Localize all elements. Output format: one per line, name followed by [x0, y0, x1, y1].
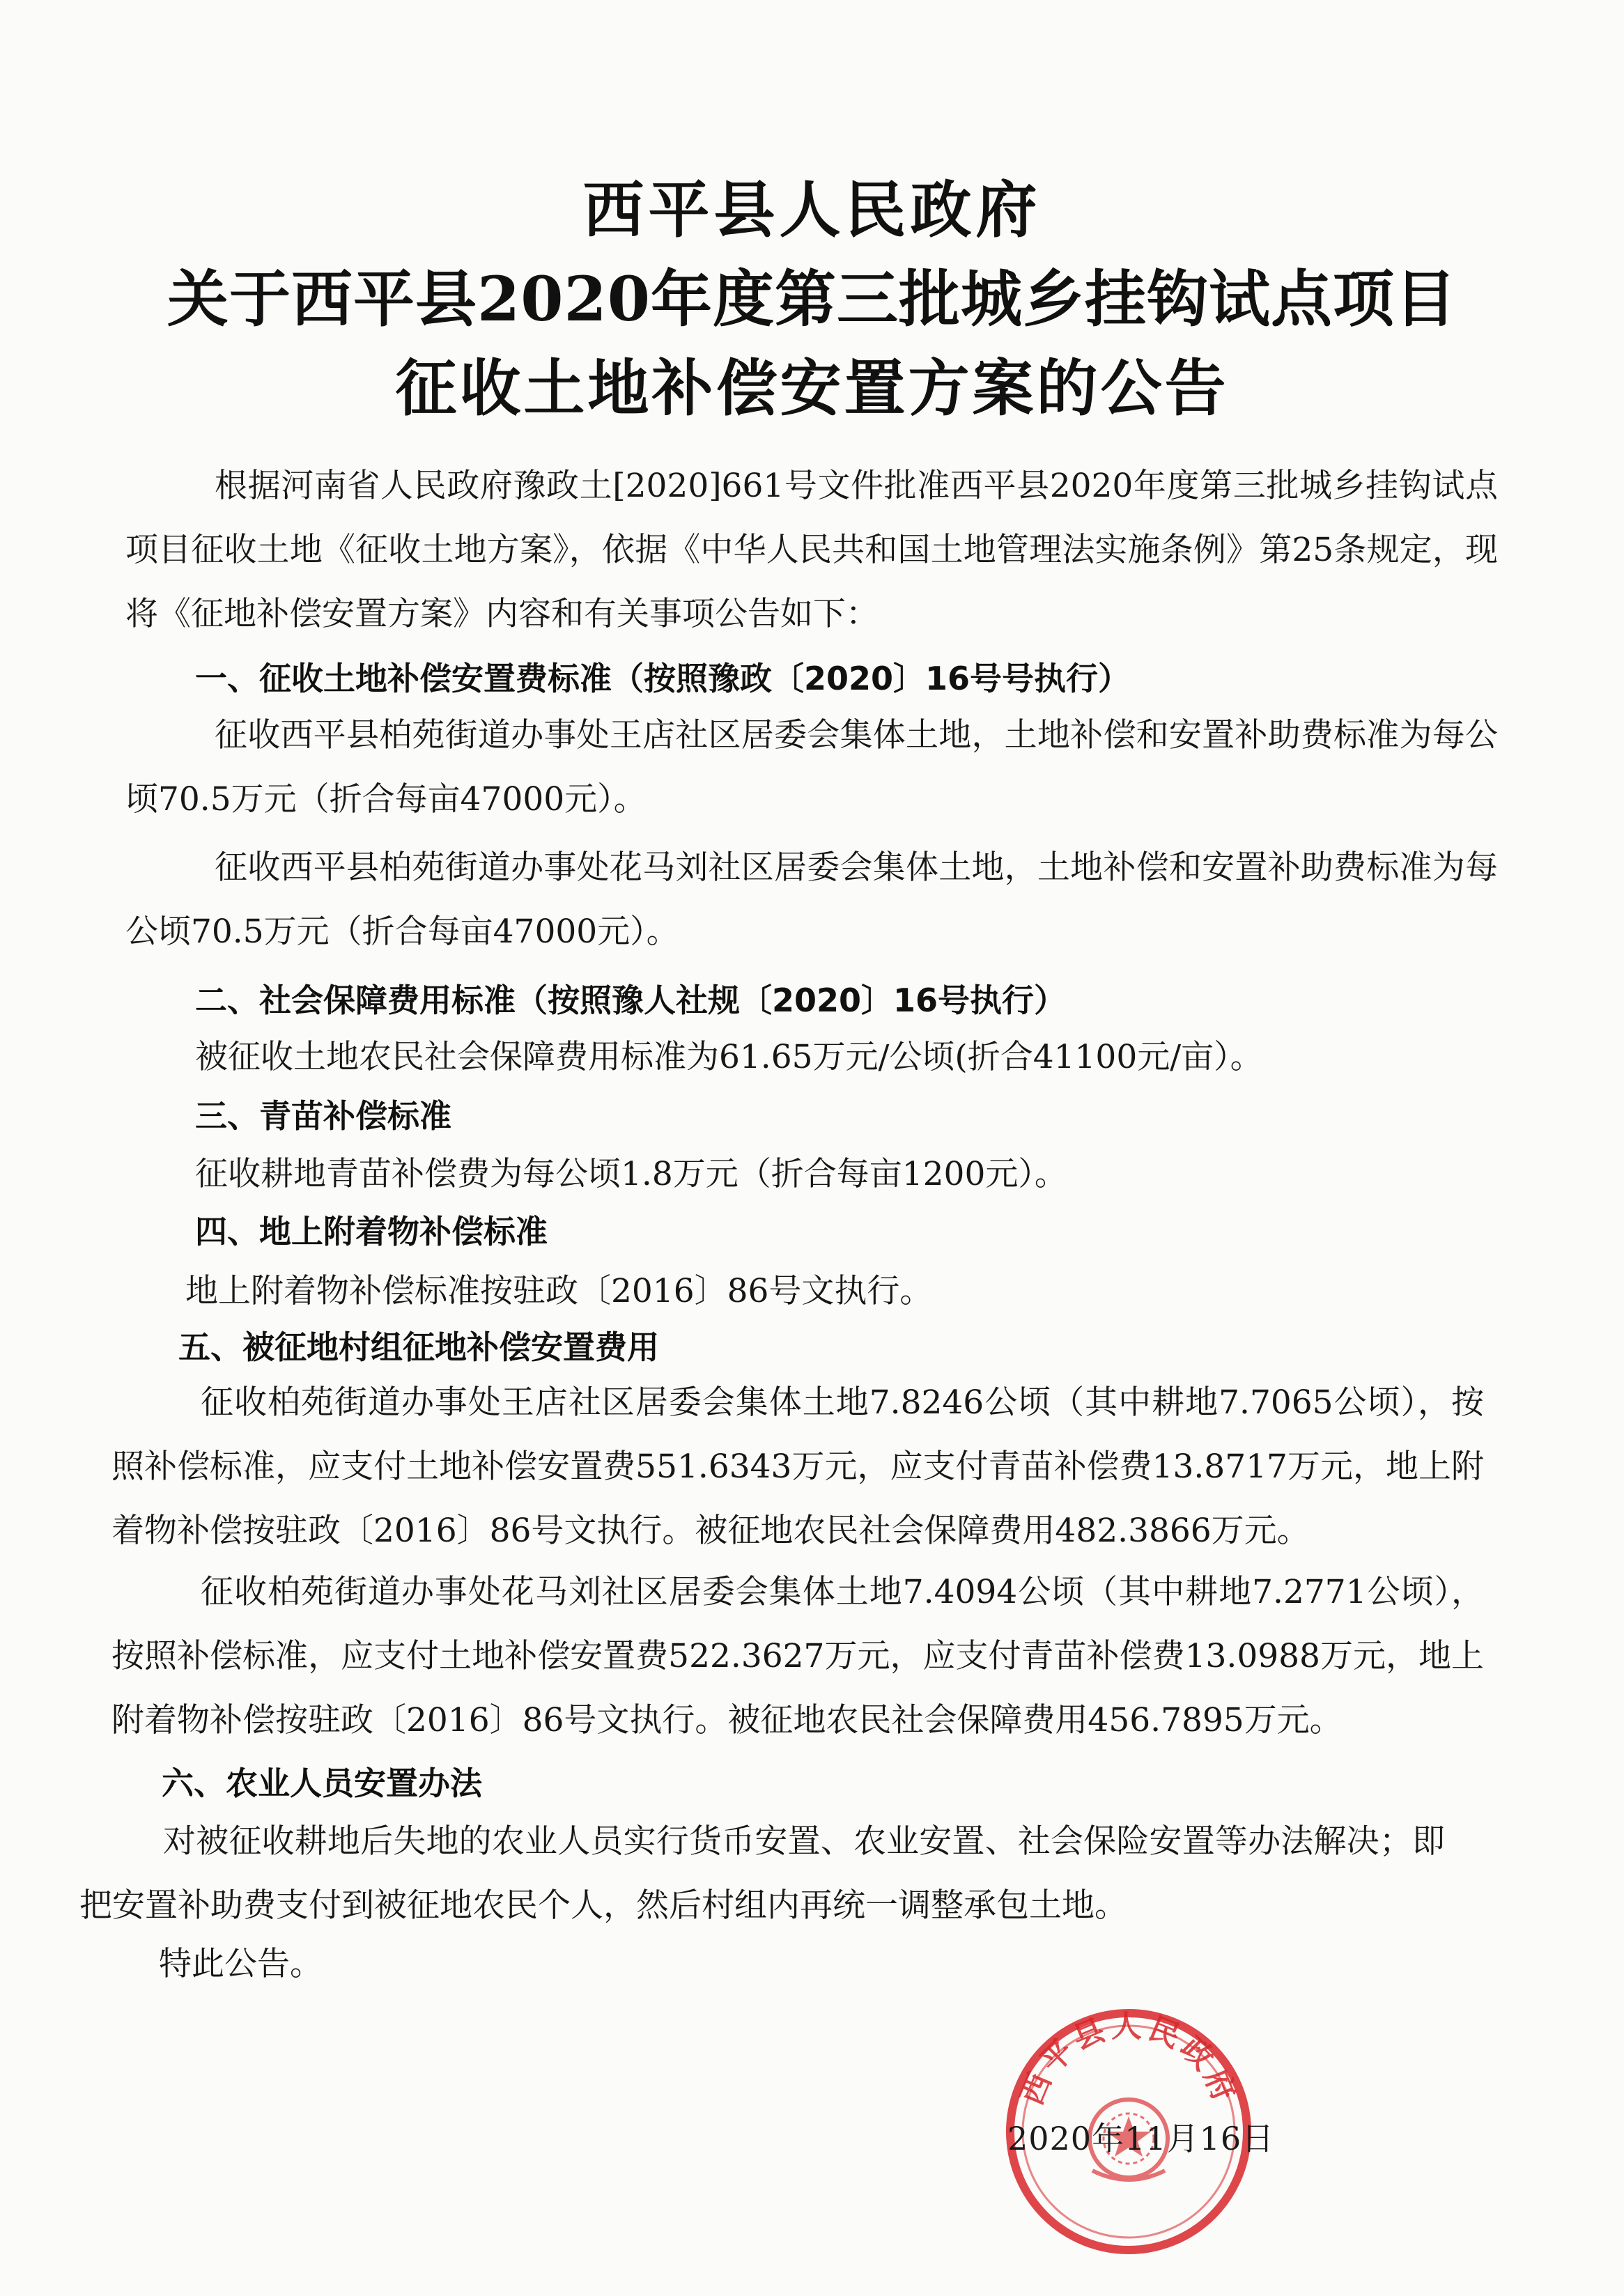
section-heading-6: 六、农业人员安置办法 [162, 1764, 482, 1802]
section-heading-3: 三、青苗补偿标准 [195, 1097, 451, 1135]
section-heading-1: 一、征收土地补偿安置费标准（按照豫政〔2020〕16号号执行） [195, 660, 1131, 697]
section-1-paragraph-1: 征收西平县柏苑街道办事处王店社区居委会集体土地，土地补偿和安置补助费标准为每公顷70.5万元（折合每亩47000元）。 [125, 716, 1498, 819]
document-title-issuer: 西平县人民政府 [582, 173, 1042, 246]
section-6-paragraph: 对被征收耕地后失地的农业人员实行货币安置、农业安置、社会保险安置等办法解决；即把安置补助费支付到被征地农民个人，然后村组内再统一调整承包土地。 [79, 1822, 1445, 1925]
section-2-paragraph: 被征收土地农民社会保障费用标准为61.65万元/公顷(折合41100元/亩）。 [195, 1038, 1263, 1076]
section-heading-4: 四、地上附着物补偿标准 [195, 1213, 548, 1250]
svg-text:西平县人民政府: 西平县人民政府 [1014, 2008, 1244, 2110]
document-date: 2020年11月16日 [1007, 2120, 1275, 2157]
document-title-topic: 征收土地补偿安置方案的公告 [395, 352, 1229, 424]
section-5-paragraph-2: 征收柏苑街道办事处花马刘社区居委会集体土地7.4094公顷（其中耕地7.2771公顷），按照补偿标准，应支付土地补偿安置费522.3627万元，应支付青苗补偿费13.0988万元，地上附着物补偿按驻政〔2016〕86号文执行。被征地农民社会保障费用456.7895万元。 [111, 1573, 1484, 1739]
section-heading-2: 二、社会保障费用标准（按照豫人社规〔2020〕16号执行） [195, 982, 1067, 1019]
closing-remark: 特此公告。 [159, 1945, 323, 1983]
section-4-paragraph: 地上附着物补偿标准按驻政〔2016〕86号文执行。 [185, 1272, 933, 1310]
intro-paragraph: 根据河南省人民政府豫政土[2020]661号文件批准西平县2020年度第三批城乡挂钩试点项目征收土地《征收土地方案》，依据《中华人民共和国土地管理法实施条例》第25条规定，现将《征地补偿安置方案》内容和有关事项公告如下： [125, 467, 1498, 633]
section-3-paragraph: 征收耕地青苗补偿费为每公顷1.8万元（折合每亩1200元）。 [195, 1155, 1067, 1193]
section-heading-5: 五、被征地村组征地补偿安置费用 [178, 1328, 659, 1366]
section-5-paragraph-1: 征收柏苑街道办事处王店社区居委会集体土地7.8246公顷（其中耕地7.7065公顷），按照补偿标准，应支付土地补偿安置费551.6343万元，应支付青苗补偿费13.8717万元，地上附着物补偿按驻政〔2016〕86号文执行。被征地农民社会保障费用482.3866万元。 [111, 1383, 1484, 1550]
section-1-paragraph-2: 征收西平县柏苑街道办事处花马刘社区居委会集体土地，土地补偿和安置补助费标准为每公顷70.5万元（折合每亩47000元）。 [125, 848, 1498, 951]
document-title-subject: 关于西平县2020年度第三批城乡挂钩试点项目 [167, 263, 1457, 335]
